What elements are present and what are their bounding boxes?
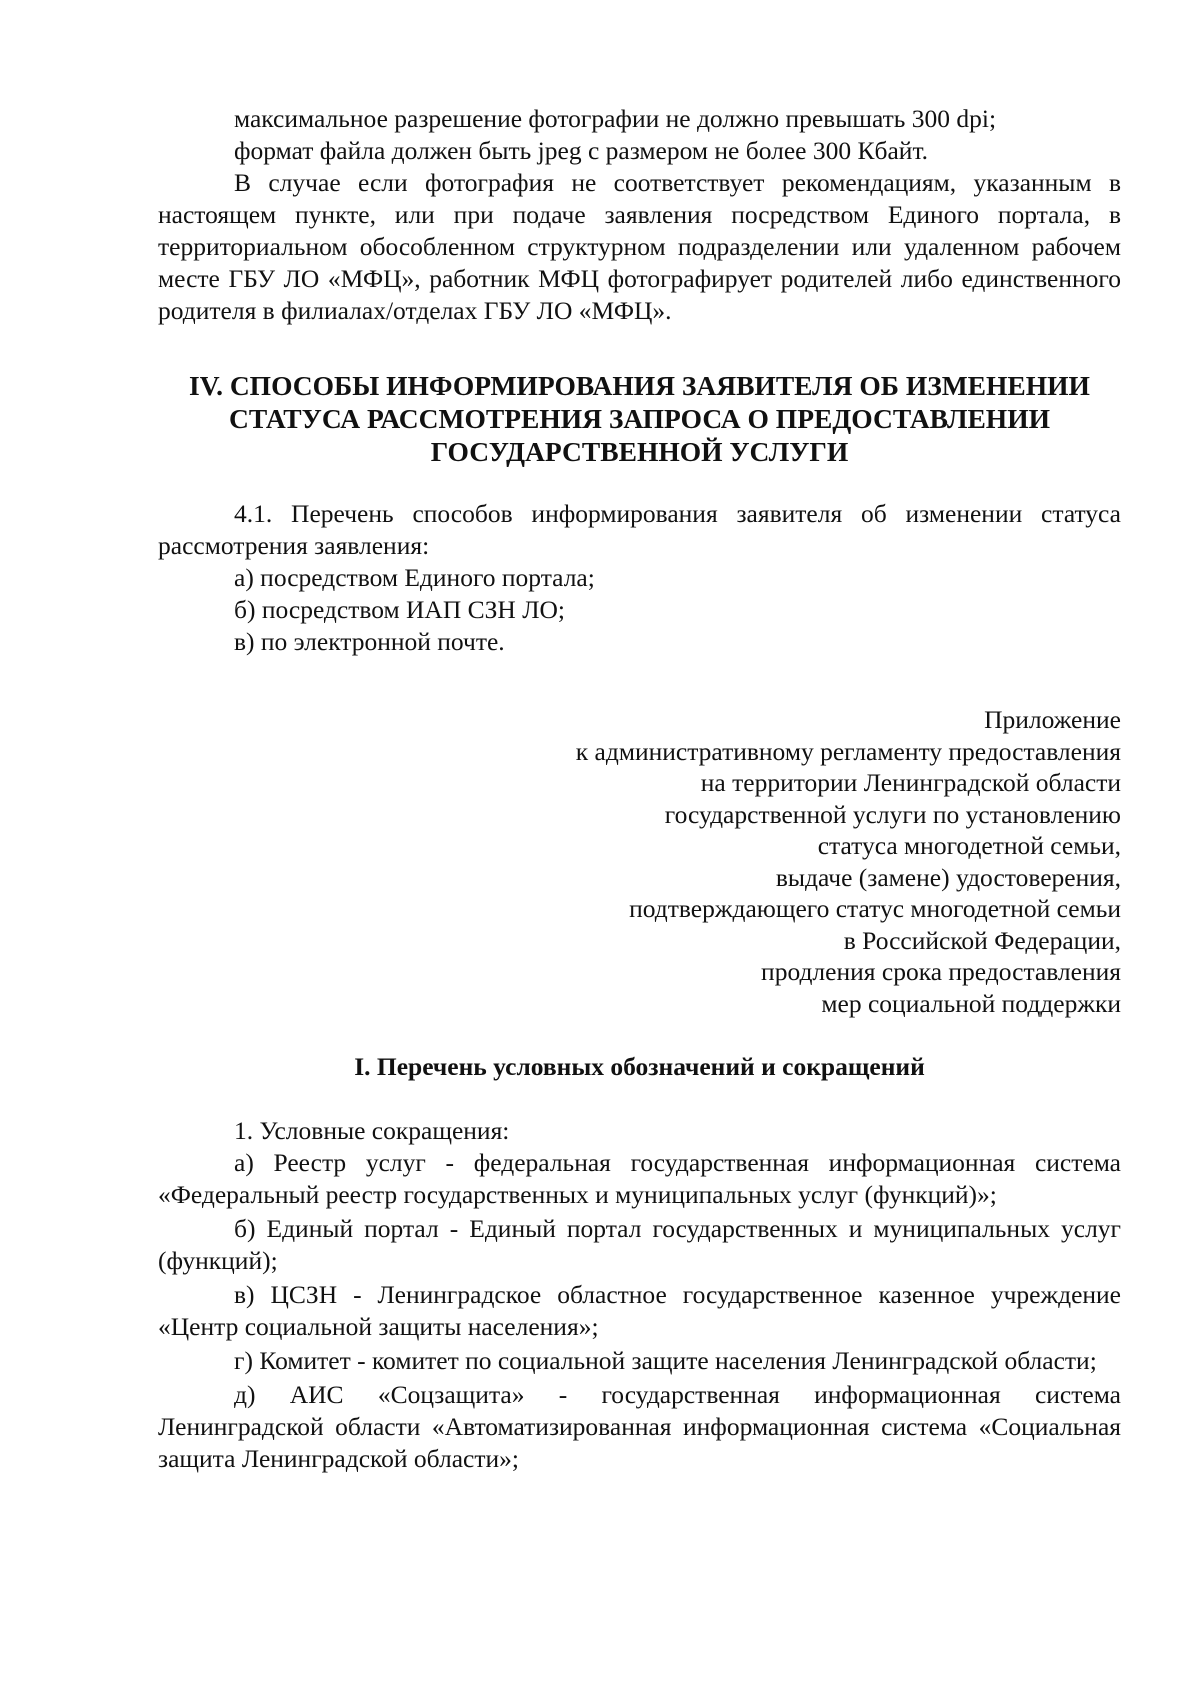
appendix-line: в Российской Федерации, — [843, 925, 1121, 955]
appendix-line: мер социальной поддержки — [821, 988, 1121, 1018]
photo-resolution-line: максимальное разрешение фотографии не должно превышать 300 dpi; — [234, 104, 997, 133]
section-4-heading-line: ГОСУДАРСТВЕННОЙ УСЛУГИ — [430, 436, 849, 467]
list-item: а) Реестр услуг - федеральная государственная информационная система «Федеральный реестр государственных и муниципальных услуг (функций)»; — [158, 1148, 1121, 1209]
photo-format-line: формат файла должен быть jpeg с размером не более 300 Кбайт. — [234, 136, 929, 165]
appendix-line: выдаче (замене) удостоверения, — [775, 862, 1121, 892]
list-item: б) посредством ИАП СЗН ЛО; — [234, 595, 565, 624]
appendix-header — [158, 704, 1121, 1019]
list-item: в) по электронной почте. — [234, 627, 505, 656]
appendix-line: государственной услуги по установлению — [664, 799, 1121, 829]
section-4-paragraph: 4.1. Перечень способов информирования заявителя об изменении статуса рассмотрения заявления: — [158, 499, 1121, 560]
abbreviations-list — [158, 1115, 1121, 1475]
appendix-line: статуса многодетной семьи, — [817, 831, 1121, 860]
list-item: д) АИС «Соцзащита» - государственная информационная система Ленинградской области «Автоматизированная информационная система «Социальная защита Ленинградской области»; — [158, 1380, 1121, 1473]
appendix-line: продления срока предоставления — [761, 957, 1121, 986]
page-content — [158, 103, 1121, 1477]
section-1-heading: I. Перечень условных обозначений и сокращений — [354, 1052, 925, 1081]
photo-mismatch-paragraph: В случае если фотография не соответствует рекомендациям, указанным в настоящем пункте, или при подаче заявления посредством Единого портала, в территориальном обособленном структурном подразделении или удаленном рабочем месте ГБУ ЛО «МФЦ», работник МФЦ фотографирует родителей либо единственного родителя в филиалах/отделах ГБУ ЛО «МФЦ». — [158, 168, 1121, 325]
appendix-line: на территории Ленинградской области — [700, 768, 1121, 797]
appendix-line: подтверждающего статус многодетной семьи — [629, 894, 1121, 923]
abbreviations-lead: 1. Условные сокращения: — [234, 1116, 510, 1145]
appendix-line: Приложение — [984, 705, 1121, 734]
appendix-line: к административному регламенту предоставления — [575, 736, 1121, 766]
section-4-heading-line: IV. СПОСОБЫ ИНФОРМИРОВАНИЯ ЗАЯВИТЕЛЯ ОБ ИЗМЕНЕНИИ — [189, 370, 1090, 401]
section-4-body — [158, 498, 1121, 658]
list-item: а) посредством Единого портала; — [234, 563, 595, 592]
section-4-heading-line: СТАТУСА РАССМОТРЕНИЯ ЗАПРОСА О ПРЕДОСТАВЛЕНИИ — [229, 403, 1050, 434]
list-item: в) ЦСЗН - Ленинградское областное государственное казенное учреждение «Центр социальной защиты населения»; — [158, 1280, 1121, 1341]
section-4-heading — [158, 369, 1121, 468]
list-item: г) Комитет - комитет по социальной защите населения Ленинградской области; — [234, 1346, 1097, 1375]
list-item: б) Единый портал - Единый портал государственных и муниципальных услуг (функций); — [158, 1214, 1121, 1275]
